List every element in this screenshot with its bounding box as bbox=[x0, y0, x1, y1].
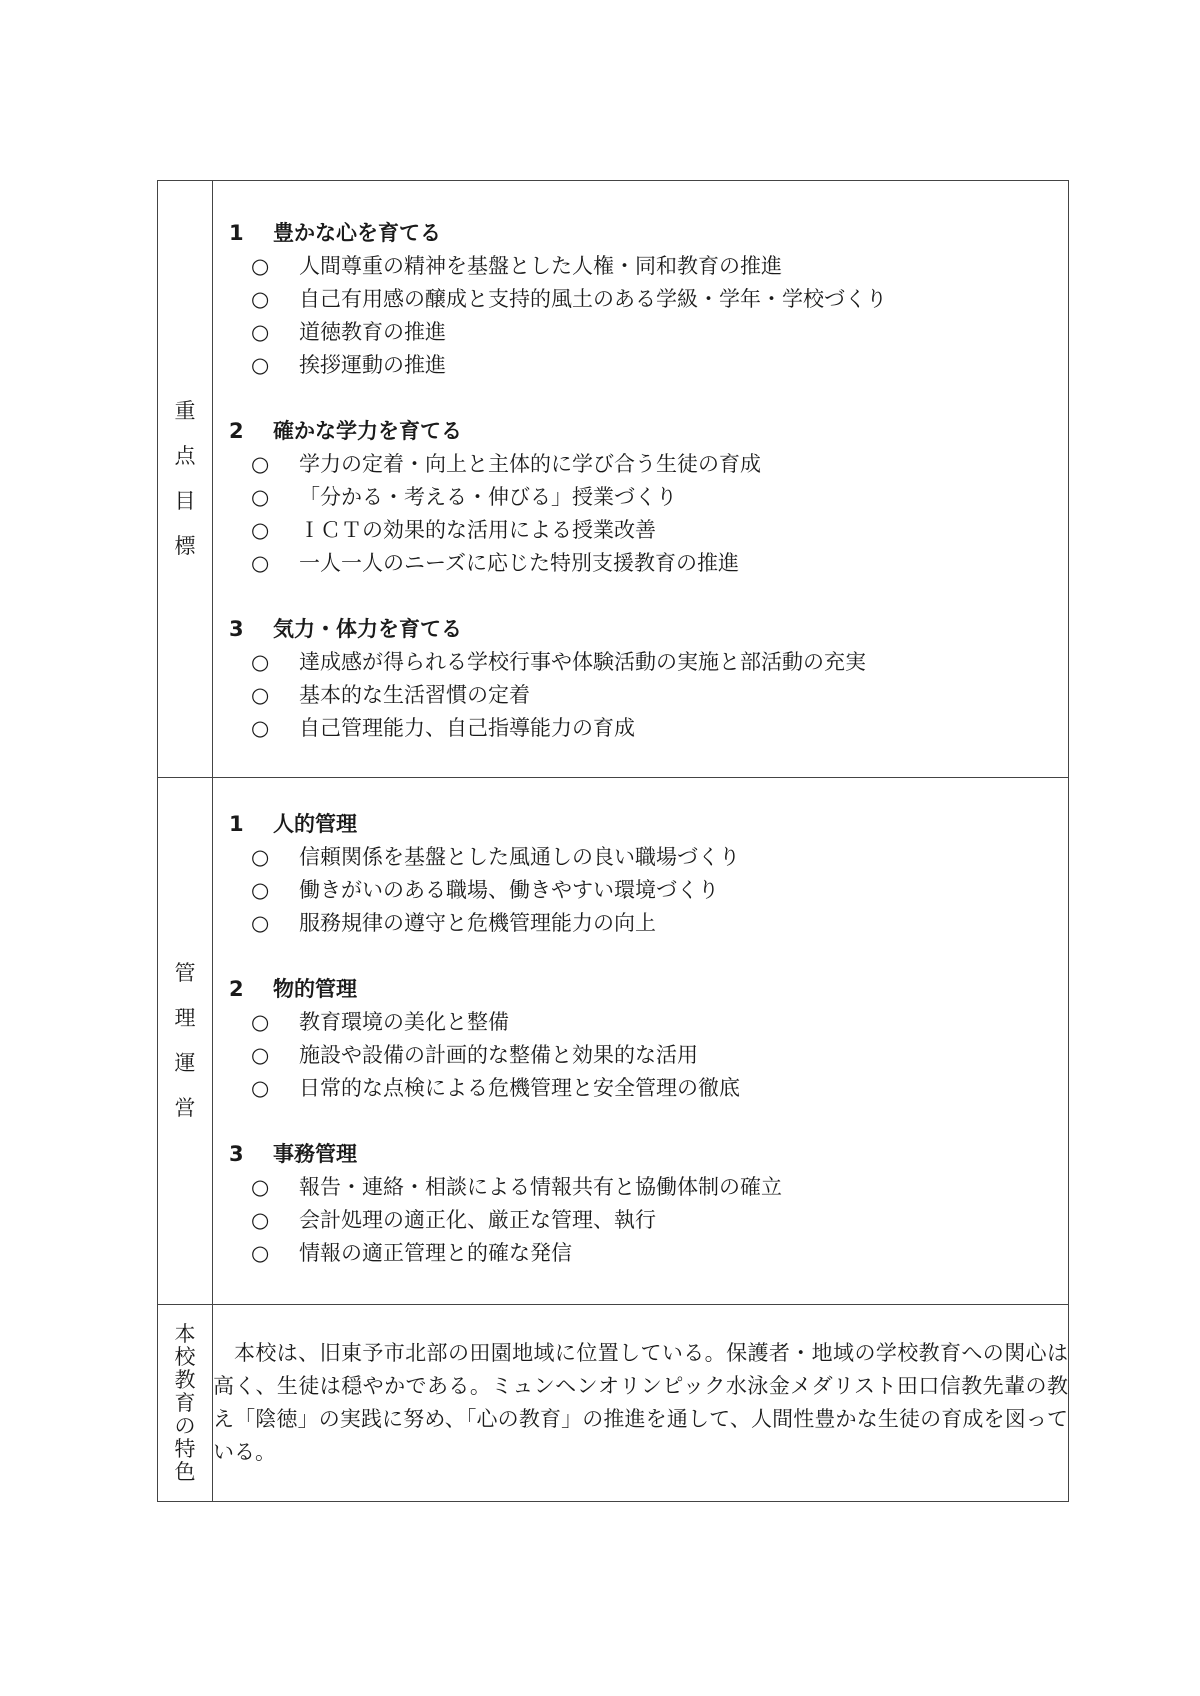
circle-bullet-icon: ○ bbox=[251, 353, 270, 377]
section-number: 1 bbox=[229, 812, 244, 836]
list-item-text: 基本的な生活習慣の定着 bbox=[299, 683, 530, 707]
list-item-text: 働きがいのある職場、働きやすい環境づくり bbox=[299, 878, 719, 902]
list-item-text: 自己有用感の醸成と支持的風土のある学級・学年・学校づくり bbox=[299, 287, 887, 311]
section-number: 2 bbox=[229, 977, 244, 1001]
circle-bullet-icon: ○ bbox=[251, 683, 270, 707]
features-content-cell bbox=[213, 1305, 1069, 1502]
list-item bbox=[229, 1072, 1048, 1105]
list-item bbox=[229, 1237, 1048, 1270]
list-item bbox=[229, 349, 1048, 382]
list-item-text: 信頼関係を基盤とした風通しの良い職場づくり bbox=[299, 845, 740, 869]
list-item-text: 会計処理の適正化、厳正な管理、執行 bbox=[299, 1208, 656, 1232]
features-label-cell bbox=[158, 1305, 213, 1502]
list-item-text: ＩＣＴの効果的な活用による授業改善 bbox=[299, 518, 656, 542]
list-item bbox=[229, 1204, 1048, 1237]
features-label-char: 校 bbox=[174, 1344, 196, 1369]
list-item bbox=[229, 907, 1048, 940]
circle-bullet-icon: ○ bbox=[251, 911, 270, 935]
section-number: 3 bbox=[229, 617, 244, 641]
goals-label-char: 重 bbox=[174, 399, 196, 423]
section-title-text: 気力・体力を育てる bbox=[273, 617, 462, 641]
list-item bbox=[229, 712, 1048, 745]
goals-section bbox=[229, 613, 1048, 745]
section-title-text: 確かな学力を育てる bbox=[273, 419, 462, 443]
list-item bbox=[229, 448, 1048, 481]
list-item bbox=[229, 283, 1048, 316]
circle-bullet-icon: ○ bbox=[251, 518, 270, 542]
list-item bbox=[229, 1006, 1048, 1039]
goals-label-char: 点 bbox=[174, 444, 196, 468]
management-label bbox=[158, 951, 212, 1131]
list-item-text: 「分かる・考える・伸びる」授業づくり bbox=[299, 485, 677, 509]
section-title-text: 人的管理 bbox=[273, 812, 357, 836]
section-title bbox=[229, 217, 1048, 250]
section-title bbox=[229, 415, 1048, 448]
management-section bbox=[229, 808, 1048, 940]
section-title-text: 物的管理 bbox=[273, 977, 357, 1001]
goals-content-cell bbox=[213, 181, 1069, 778]
list-item bbox=[229, 316, 1048, 349]
circle-bullet-icon: ○ bbox=[251, 1208, 270, 1232]
circle-bullet-icon: ○ bbox=[251, 452, 270, 476]
list-item bbox=[229, 514, 1048, 547]
list-item-text: 学力の定着・向上と主体的に学び合う生徒の育成 bbox=[299, 452, 761, 476]
list-item-text: 教育環境の美化と整備 bbox=[299, 1010, 509, 1034]
list-item-text: 道徳教育の推進 bbox=[299, 320, 446, 344]
list-item bbox=[229, 679, 1048, 712]
list-item bbox=[229, 1039, 1048, 1072]
goals-section bbox=[229, 217, 1048, 382]
circle-bullet-icon: ○ bbox=[251, 650, 270, 674]
section-title bbox=[229, 1138, 1048, 1171]
list-item-text: 服務規律の遵守と危機管理能力の向上 bbox=[299, 911, 656, 935]
goals-label-char: 目 bbox=[174, 489, 196, 513]
features-label-char: 教 bbox=[174, 1367, 196, 1392]
section-title-text: 事務管理 bbox=[273, 1142, 357, 1166]
list-item-text: 一人一人のニーズに応じた特別支援教育の推進 bbox=[299, 551, 739, 575]
section-number: 2 bbox=[229, 419, 244, 443]
management-section bbox=[229, 1138, 1048, 1270]
management-content-cell bbox=[213, 778, 1069, 1305]
features-row bbox=[158, 1305, 1069, 1502]
section-title bbox=[229, 613, 1048, 646]
goals-content bbox=[213, 181, 1068, 777]
goals-label-char: 標 bbox=[174, 534, 196, 558]
list-item-text: 人間尊重の精神を基盤とした人権・同和教育の推進 bbox=[299, 254, 782, 278]
section-title bbox=[229, 808, 1048, 841]
management-section bbox=[229, 973, 1048, 1105]
management-label-char: 管 bbox=[174, 961, 196, 985]
circle-bullet-icon: ○ bbox=[251, 1241, 270, 1265]
circle-bullet-icon: ○ bbox=[251, 551, 270, 575]
features-label bbox=[158, 1323, 212, 1484]
list-item bbox=[229, 841, 1048, 874]
management-label-char: 理 bbox=[174, 1006, 196, 1030]
features-label-char: 特 bbox=[174, 1436, 196, 1461]
features-label-char: 色 bbox=[174, 1459, 196, 1484]
goals-label-cell bbox=[158, 181, 213, 778]
management-row bbox=[158, 778, 1069, 1305]
list-item-text: 情報の適正管理と的確な発信 bbox=[299, 1241, 572, 1265]
list-item bbox=[229, 646, 1048, 679]
management-label-char: 運 bbox=[174, 1051, 196, 1075]
circle-bullet-icon: ○ bbox=[251, 287, 270, 311]
list-item-text: 挨拶運動の推進 bbox=[299, 353, 446, 377]
management-label-cell bbox=[158, 778, 213, 1305]
list-item-text: 達成感が得られる学校行事や体験活動の実施と部活動の充実 bbox=[299, 650, 866, 674]
list-item bbox=[229, 547, 1048, 580]
school-policy-table bbox=[157, 180, 1069, 1502]
features-label-char: 本 bbox=[174, 1321, 196, 1346]
section-title bbox=[229, 973, 1048, 1006]
list-item-text: 日常的な点検による危機管理と安全管理の徹底 bbox=[299, 1076, 740, 1100]
management-content bbox=[213, 778, 1068, 1304]
section-title-text: 豊かな心を育てる bbox=[273, 221, 441, 245]
features-label-char: の bbox=[174, 1413, 196, 1438]
list-item-text: 報告・連絡・相談による情報共有と協働体制の確立 bbox=[299, 1175, 782, 1199]
circle-bullet-icon: ○ bbox=[251, 485, 270, 509]
list-item bbox=[229, 481, 1048, 514]
section-number: 1 bbox=[229, 221, 244, 245]
list-item bbox=[229, 874, 1048, 907]
circle-bullet-icon: ○ bbox=[251, 1175, 270, 1199]
circle-bullet-icon: ○ bbox=[251, 1043, 270, 1067]
circle-bullet-icon: ○ bbox=[251, 845, 270, 869]
management-label-char: 営 bbox=[174, 1096, 196, 1120]
circle-bullet-icon: ○ bbox=[251, 254, 270, 278]
list-item-text: 自己管理能力、自己指導能力の育成 bbox=[299, 716, 635, 740]
circle-bullet-icon: ○ bbox=[251, 1076, 270, 1100]
circle-bullet-icon: ○ bbox=[251, 320, 270, 344]
goals-label bbox=[158, 389, 212, 569]
circle-bullet-icon: ○ bbox=[251, 878, 270, 902]
circle-bullet-icon: ○ bbox=[251, 1010, 270, 1034]
goals-section bbox=[229, 415, 1048, 580]
features-paragraph: 本校は、旧東予市北部の田園地域に位置している。保護者・地域の学校教育への関心は高く、生徒は穏やかである。ミュンヘンオリンピック水泳金メダリスト田口信教先輩の教え「陰徳」の実践に努め、「心の教育」の推進を通して、人間性豊かな生徒の育成を図っている。 bbox=[213, 1341, 1068, 1464]
list-item-text: 施設や設備の計画的な整備と効果的な活用 bbox=[299, 1043, 698, 1067]
features-label-char: 育 bbox=[174, 1390, 196, 1415]
circle-bullet-icon: ○ bbox=[251, 716, 270, 740]
list-item bbox=[229, 1171, 1048, 1204]
list-item bbox=[229, 250, 1048, 283]
goals-row bbox=[158, 181, 1069, 778]
section-number: 3 bbox=[229, 1142, 244, 1166]
